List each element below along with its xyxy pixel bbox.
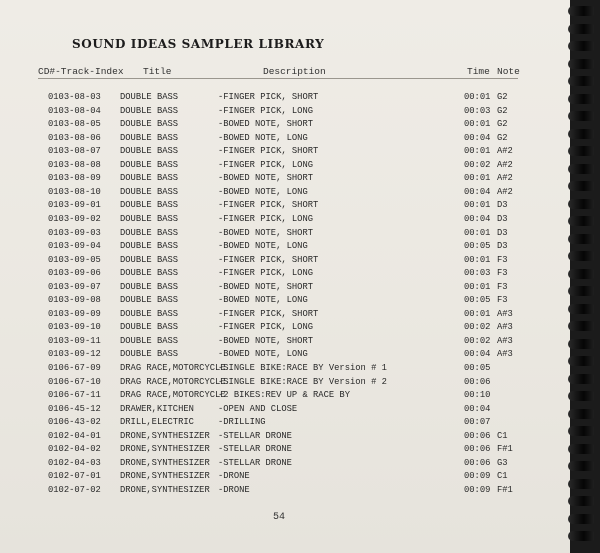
cell-id: 0103-09-06 xyxy=(48,268,101,279)
cell-title: DOUBLE BASS xyxy=(120,268,179,279)
table-row xyxy=(0,429,570,443)
cell-time: 00:01 xyxy=(464,308,491,319)
cell-note: A#3 xyxy=(497,349,513,360)
cell-description: -BOWED NOTE, SHORT xyxy=(218,173,314,184)
cell-title: DRONE,SYNTHESIZER xyxy=(120,430,210,441)
cell-title: DRILL,ELECTRIC xyxy=(120,417,194,428)
cell-time: 00:05 xyxy=(464,295,491,306)
table-row xyxy=(0,144,570,158)
cell-id: 0103-09-10 xyxy=(48,322,101,333)
cell-time: 00:01 xyxy=(464,227,491,238)
spiral-coil xyxy=(568,426,594,436)
spiral-coil xyxy=(568,41,594,51)
cell-time: 00:05 xyxy=(464,241,491,252)
cell-time: 00:04 xyxy=(464,403,491,414)
cell-title: DOUBLE BASS xyxy=(120,227,179,238)
spiral-coil xyxy=(568,479,594,489)
table-row xyxy=(0,198,570,212)
table-row xyxy=(0,171,570,185)
cell-id: 0103-09-04 xyxy=(48,241,101,252)
cell-note: F3 xyxy=(497,295,508,306)
cell-id: 0106-43-02 xyxy=(48,417,101,428)
table-row xyxy=(0,253,570,267)
cell-title: DOUBLE BASS xyxy=(120,132,179,143)
cell-note: F3 xyxy=(497,254,508,265)
cell-note: G2 xyxy=(497,105,508,116)
cell-title: DOUBLE BASS xyxy=(120,335,179,346)
cell-time: 00:06 xyxy=(464,444,491,455)
cell-id: 0106-67-10 xyxy=(48,376,101,387)
spiral-coil xyxy=(568,409,594,419)
cell-title: DOUBLE BASS xyxy=(120,119,179,130)
cell-time: 00:06 xyxy=(464,430,491,441)
spiral-binding xyxy=(570,0,600,553)
cell-description: -BOWED NOTE, SHORT xyxy=(218,281,314,292)
cell-note: A#3 xyxy=(497,322,513,333)
cell-time: 00:04 xyxy=(464,213,491,224)
spiral-coil xyxy=(568,374,594,384)
spiral-coil xyxy=(568,6,594,16)
cell-title: DRAG RACE,MOTORCYCLE xyxy=(120,363,226,373)
cell-id: 0102-07-01 xyxy=(48,471,101,482)
cell-id: 0103-09-12 xyxy=(48,349,101,360)
spiral-coil xyxy=(568,496,594,506)
spiral-coil xyxy=(568,94,594,104)
cell-time: 00:09 xyxy=(464,471,491,482)
header-id: CD#-Track-Index xyxy=(38,66,124,77)
table-row xyxy=(0,456,570,470)
cell-description: -BOWED NOTE, SHORT xyxy=(218,119,314,130)
cell-time: 00:01 xyxy=(464,254,491,265)
cell-id: 0103-09-02 xyxy=(48,213,101,224)
cell-id: 0102-04-03 xyxy=(48,457,101,468)
cell-note: C1 xyxy=(497,471,508,482)
cell-note: G3 xyxy=(497,457,508,468)
table-row xyxy=(0,104,570,118)
cell-note: D3 xyxy=(497,200,508,211)
cell-id: 0103-09-07 xyxy=(48,281,101,292)
table-row xyxy=(0,375,570,389)
cell-id: 0103-09-09 xyxy=(48,308,101,319)
cell-title: DRONE,SYNTHESIZER xyxy=(120,484,210,495)
cell-time: 00:06 xyxy=(464,457,491,468)
cell-time: 00:10 xyxy=(464,390,491,401)
cell-title: DOUBLE BASS xyxy=(120,159,179,170)
table-row xyxy=(0,280,570,294)
cell-time: 00:05 xyxy=(464,363,491,373)
cell-id: 0102-07-02 xyxy=(48,484,101,495)
table-row xyxy=(0,320,570,334)
cell-description: -FINGER PICK, SHORT xyxy=(218,254,319,265)
cell-id: 0103-08-06 xyxy=(48,132,101,143)
cell-time: 00:03 xyxy=(464,268,491,279)
cell-note: G2 xyxy=(497,92,508,102)
cell-description: -STELLAR DRONE xyxy=(218,457,292,468)
cell-description: -BOWED NOTE, LONG xyxy=(218,295,308,306)
cell-time: 00:09 xyxy=(464,484,491,495)
table-row xyxy=(0,483,570,497)
spiral-coil xyxy=(568,59,594,69)
cell-description: -DRONE xyxy=(218,471,250,482)
cell-description: -FINGER PICK, SHORT xyxy=(218,92,319,102)
header-description: Description xyxy=(263,66,326,77)
spiral-coil xyxy=(568,304,594,314)
cell-title: DOUBLE BASS xyxy=(120,200,179,211)
spiral-coil xyxy=(568,76,594,86)
cell-time: 00:03 xyxy=(464,105,491,116)
cell-description: -FINGER PICK, LONG xyxy=(218,322,314,333)
cell-note: A#2 xyxy=(497,173,513,184)
spiral-coil xyxy=(568,286,594,296)
cell-title: DOUBLE BASS xyxy=(120,295,179,306)
cell-time: 00:02 xyxy=(464,322,491,333)
cell-description: -FINGER PICK, LONG xyxy=(218,268,314,279)
cell-title: DOUBLE BASS xyxy=(120,173,179,184)
table-row xyxy=(0,293,570,307)
spiral-coil xyxy=(568,251,594,261)
table-row xyxy=(0,361,570,375)
cell-description: -FINGER PICK, SHORT xyxy=(218,308,319,319)
cell-id: 0106-67-11 xyxy=(48,390,101,401)
cell-description: -STELLAR DRONE xyxy=(218,444,292,455)
spiral-coil xyxy=(568,24,594,34)
cell-time: 00:01 xyxy=(464,146,491,157)
cell-title: DOUBLE BASS xyxy=(120,105,179,116)
cell-time: 00:04 xyxy=(464,132,491,143)
cell-id: 0103-09-03 xyxy=(48,227,101,238)
cell-description: -FINGER PICK, SHORT xyxy=(218,146,319,157)
cell-time: 00:07 xyxy=(464,417,491,428)
cell-id: 0103-09-11 xyxy=(48,335,101,346)
cell-id: 0103-09-05 xyxy=(48,254,101,265)
table-row xyxy=(0,307,570,321)
spiral-coil xyxy=(568,461,594,471)
cell-description: -BOWED NOTE, SHORT xyxy=(218,335,314,346)
cell-title: DRONE,SYNTHESIZER xyxy=(120,457,210,468)
cell-description: -STELLAR DRONE xyxy=(218,430,292,441)
cell-note: A#3 xyxy=(497,335,513,346)
cell-description: -BOWED NOTE, LONG xyxy=(218,132,308,143)
spiral-coil xyxy=(568,234,594,244)
spiral-coil xyxy=(568,269,594,279)
cell-title: DOUBLE BASS xyxy=(120,349,179,360)
cell-description: -FINGER PICK, LONG xyxy=(218,213,314,224)
spiral-coil xyxy=(568,111,594,121)
cell-note: D3 xyxy=(497,241,508,252)
spiral-coil xyxy=(568,391,594,401)
cell-title: DOUBLE BASS xyxy=(120,241,179,252)
cell-note: F3 xyxy=(497,268,508,279)
cell-time: 00:01 xyxy=(464,200,491,211)
spiral-coil xyxy=(568,321,594,331)
spiral-coil xyxy=(568,339,594,349)
cell-title: DOUBLE BASS xyxy=(120,322,179,333)
cell-id: 0103-08-05 xyxy=(48,119,101,130)
spiral-coil xyxy=(568,199,594,209)
cell-note: D3 xyxy=(497,227,508,238)
cell-title: DOUBLE BASS xyxy=(120,281,179,292)
cell-title: DOUBLE BASS xyxy=(120,92,179,102)
cell-note: A#2 xyxy=(497,146,513,157)
cell-note: A#2 xyxy=(497,159,513,170)
spiral-coil xyxy=(568,444,594,454)
cell-title: DOUBLE BASS xyxy=(120,308,179,319)
table-row xyxy=(0,185,570,199)
cell-time: 00:04 xyxy=(464,186,491,197)
cell-time: 00:01 xyxy=(464,92,491,102)
cell-note: G2 xyxy=(497,119,508,130)
spiral-coil xyxy=(568,146,594,156)
table-row xyxy=(0,131,570,145)
table-row xyxy=(0,334,570,348)
cell-id: 0103-08-03 xyxy=(48,92,101,102)
cell-time: 00:01 xyxy=(464,119,491,130)
cell-note: G2 xyxy=(497,132,508,143)
table-row xyxy=(0,388,570,402)
cell-description: -BOWED NOTE, LONG xyxy=(218,241,308,252)
spiral-coil xyxy=(568,216,594,226)
cell-description: -2 BIKES:REV UP & RACE BY xyxy=(218,390,350,401)
table-row xyxy=(0,266,570,280)
header-note: Note xyxy=(497,66,520,77)
page-title: SOUND IDEAS SAMPLER LIBRARY xyxy=(72,37,325,51)
cell-description: -BOWED NOTE, LONG xyxy=(218,349,308,360)
cell-description: -SINGLE BIKE:RACE BY Version # 1 xyxy=(218,363,387,373)
table-row xyxy=(0,239,570,253)
cell-description: -SINGLE BIKE:RACE BY Version # 2 xyxy=(218,376,387,387)
cell-time: 00:01 xyxy=(464,281,491,292)
table-row xyxy=(0,90,570,104)
cell-time: 00:02 xyxy=(464,159,491,170)
cell-id: 0103-09-08 xyxy=(48,295,101,306)
cell-title: DRONE,SYNTHESIZER xyxy=(120,444,210,455)
table-row xyxy=(0,469,570,483)
cell-description: -FINGER PICK, SHORT xyxy=(218,200,319,211)
cell-id: 0103-08-08 xyxy=(48,159,101,170)
table-row xyxy=(0,415,570,429)
cell-description: -FINGER PICK, LONG xyxy=(218,159,314,170)
spiral-coil xyxy=(568,531,594,541)
cell-id: 0103-08-09 xyxy=(48,173,101,184)
table-row xyxy=(0,442,570,456)
header-time: Time xyxy=(467,66,490,77)
cell-title: DRAWER,KITCHEN xyxy=(120,403,194,414)
cell-time: 00:04 xyxy=(464,349,491,360)
cell-note: A#2 xyxy=(497,186,513,197)
header-title: Title xyxy=(143,66,172,77)
cell-id: 0106-67-09 xyxy=(48,363,101,373)
spiral-coil xyxy=(568,129,594,139)
cell-note: F#1 xyxy=(497,484,513,495)
cell-note: A#3 xyxy=(497,308,513,319)
cell-title: DOUBLE BASS xyxy=(120,146,179,157)
cell-note: C1 xyxy=(497,430,508,441)
cell-description: -OPEN AND CLOSE xyxy=(218,403,298,414)
table-row xyxy=(0,402,570,416)
cell-description: -DRONE xyxy=(218,484,250,495)
header-divider xyxy=(38,78,518,79)
cell-description: -BOWED NOTE, LONG xyxy=(218,186,308,197)
cell-title: DRAG RACE,MOTORCYCLE xyxy=(120,376,226,387)
cell-title: DOUBLE BASS xyxy=(120,213,179,224)
table-row xyxy=(0,212,570,226)
cell-id: 0103-08-10 xyxy=(48,186,101,197)
page-number: 54 xyxy=(273,512,286,523)
table-row xyxy=(0,117,570,131)
cell-id: 0103-08-04 xyxy=(48,105,101,116)
table-row xyxy=(0,226,570,240)
table-row xyxy=(0,347,570,361)
cell-title: DRAG RACE,MOTORCYCLE xyxy=(120,390,226,401)
spiral-coil xyxy=(568,514,594,524)
cell-id: 0103-09-01 xyxy=(48,200,101,211)
cell-title: DOUBLE BASS xyxy=(120,254,179,265)
cell-title: DOUBLE BASS xyxy=(120,186,179,197)
spiral-coil xyxy=(568,181,594,191)
cell-note: D3 xyxy=(497,213,508,224)
cell-title: DRONE,SYNTHESIZER xyxy=(120,471,210,482)
cell-description: -FINGER PICK, LONG xyxy=(218,105,314,116)
table-row xyxy=(0,158,570,172)
cell-id: 0106-45-12 xyxy=(48,403,101,414)
cell-note: F3 xyxy=(497,281,508,292)
spiral-coil xyxy=(568,164,594,174)
cell-id: 0102-04-01 xyxy=(48,430,101,441)
cell-id: 0102-04-02 xyxy=(48,444,101,455)
cell-note: F#1 xyxy=(497,444,513,455)
cell-time: 00:02 xyxy=(464,335,491,346)
cell-description: -DRILLING xyxy=(218,417,266,428)
cell-id: 0103-08-07 xyxy=(48,146,101,157)
spiral-coil xyxy=(568,356,594,366)
cell-description: -BOWED NOTE, SHORT xyxy=(218,227,314,238)
cell-time: 00:06 xyxy=(464,376,491,387)
cell-time: 00:01 xyxy=(464,173,491,184)
